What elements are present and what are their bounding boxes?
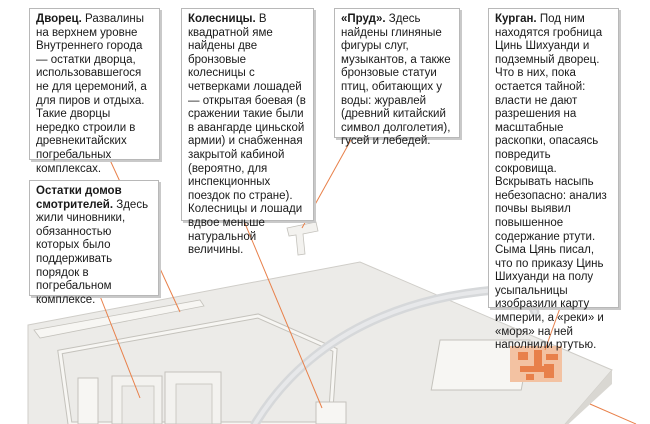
note-chariots-text: В квадратной яме найдены две бронзовые колесницы с четверками лошадей — открытая боевая (в сражении такие были в авангарде циньской армии) и снабженная закрытой кабиной (вероятно, для инспекционных поездок по стране). Колесницы и лошади вдвое меньше натуральной величины. (188, 13, 306, 257)
note-chariots-title: Колесницы. (188, 13, 256, 25)
note-pond-text: Здесь найдены глиняные фигуры слуг, музыкантов, а также бронзовые статуи птиц, обитающих у воды: журавлей (древний китайский символ долголетия), гусей и лебедей. (341, 13, 451, 148)
note-palace-title: Дворец. (36, 13, 82, 25)
palace-block (78, 378, 98, 424)
note-houses-title: Остатки домов смотрителей. (36, 185, 122, 211)
note-houses-text: Здесь жили чиновники, обязанностью которых было поддерживать порядок в погребальном комплексе. (36, 198, 149, 306)
side-block-inner (176, 384, 212, 424)
note-houses (29, 180, 159, 306)
note-mound-text: Под ним находятся гробница Цинь Шихуанди и подземный дворец. Что в них, пока остается тайной: власти не дают разрешения на масштабные раскопки, опасаясь повредить сокровища. Вскрывать насыпь небезопасно: анализ почвы выявил повышенное содержание ртути. Сыма Цянь писал, что по приказу Цинь Шихуанди на полу усыпальницы изобразили карту империи, а «реки» и «моря» на ней наполнили ртутью. (495, 13, 607, 352)
note-palace (29, 8, 160, 175)
note-mound-title: Курган. (495, 13, 537, 25)
note-chariots (181, 8, 314, 257)
leader-extra (590, 404, 636, 424)
note-pond-title: «Пруд». (341, 13, 386, 25)
note-palace-text: Развалины на верхнем уровне Внутреннего города — остатки дворца, использовавшегося не для церемоний, а для пиров и отдыха. Такие дворцы нередко строили в древнекитайских погребальных комплексах. (36, 13, 147, 175)
note-mound (488, 8, 619, 352)
note-pond (334, 8, 460, 148)
